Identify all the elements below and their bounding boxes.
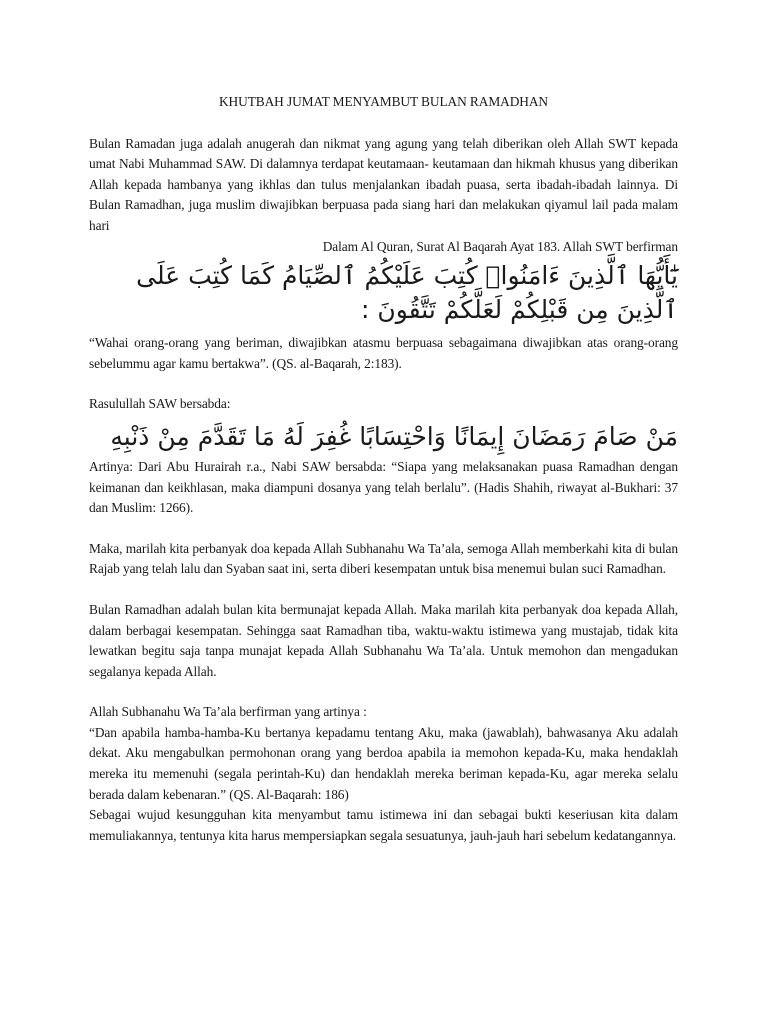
spacer bbox=[89, 374, 678, 394]
paragraph-munajat: Bulan Ramadhan adalah bulan kita bermunajat kepada Allah. Maka marilah kita perbanyak doa kepada Allah, dalam berbagai kesempatan. Sehingga saat Ramadhan tiba, waktu-waktu istimewa yang mustajab, tidak kita lewatkan begitu saja tanpa munajat kepada Allah Subhanahu Wa Ta’ala. Untuk memohon dan mengadukan segalanya kepada Allah. bbox=[89, 601, 678, 679]
paragraph-closing: Sebagai wujud kesungguhan kita menyambut tamu istimewa ini dan sebagai bukti keseriusan kita dalam memuliakannya, tentunya kita harus mempersiapkan segala sesuatunya, jauh-jauh hari sebelum kedatangannya. bbox=[89, 807, 678, 843]
paragraph-intro: Bulan Ramadan juga adalah anugerah dan nikmat yang agung yang telah diberikan oleh Allah SWT kepada umat Nabi Muhammad SAW. Di dalamnya terdapat keutamaan- keutamaan dan hikmah khusus yang diberikan Allah kepada hambanya yang ikhlas dan tulus menjalankan ibadah puasa, serta ibadah-ibadah lainnya. Di Bulan Ramadhan, juga muslim diwajibkan berpuasa pada siang hari dan melakukan qiyamul lail pada malam hari bbox=[89, 135, 678, 233]
paragraph-doa: Maka, marilah kita perbanyak doa kepada Allah Subhanahu Wa Ta’ala, semoga Allah memberkahi kita di bulan Rajab yang telah lalu dan Syaban saat ini, serta diberi kesempatan untuk bisa menemui bulan suci Ramadhan. bbox=[89, 540, 678, 577]
spacer bbox=[89, 580, 678, 600]
paragraph-firman-quote: “Dan apabila hamba-hamba-Ku bertanya kepadamu tentang Aku, maka (jawablah), bahwasanya Aku adalah dekat. Aku mengabulkan permohonan orang yang berdoa apabila ia memohon kepada-Ku, maka hendaklah mereka itu memenuhi (segala perintah-Ku) dan hendaklah mereka beriman kepada-Ku, agar mereka selalu berada dalam kebenaran.” (QS. Al-Baqarah: 186) bbox=[89, 724, 678, 802]
hadith-translation: Artinya: Dari Abu Hurairah r.a., Nabi SAW bersabda: “Siapa yang melaksanakan puasa Ramadhan dengan keimanan dan keikhlasan, maka diampuni dosanya yang telah berlalu”. (Hadis Shahih, riwayat al-Bukhari: 37 dan Muslim: 1266). bbox=[89, 458, 678, 516]
spacer bbox=[89, 519, 678, 539]
document-title: KHUTBAH JUMAT MENYAMBUT BULAN RAMADHAN bbox=[218, 94, 548, 109]
paragraph-firman-intro: Allah Subhanahu Wa Ta’ala berfirman yang artinya : bbox=[89, 704, 367, 720]
quran-verse-arabic: يَٰٓأَيُّهَا ٱلَّذِينَ ءَامَنُوا۟ كُتِبَ عَلَيْكُمُ ٱلصِّيَامُ كَمَا كُتِبَ عَلَى ٱلَّذِينَ مِن قَبْلِكُمْ لَعَلَّكُمْ تَتَّقُونَ : bbox=[136, 261, 678, 325]
quran-translation: “Wahai orang-orang yang beriman, diwajibkan atasmu berpuasa sebagaimana diwajibkan atas orang-orang sebelummu agar kamu bertakwa”. (QS. al-Baqarah, 2:183). bbox=[89, 335, 678, 371]
document-page bbox=[89, 92, 678, 846]
spacer bbox=[89, 682, 678, 702]
hadith-intro: Rasulullah SAW bersabda: bbox=[89, 396, 231, 412]
hadith-arabic: مَنْ صَامَ رَمَضَانَ إِيمَانًا وَاحْتِسَابًا غُفِرَ لَهُ مَا تَقَدَّمَ مِنْ ذَنْبِهِ bbox=[110, 421, 678, 451]
quran-intro: Dalam Al Quran, Surat Al Baqarah Ayat 183. Allah SWT berfirman bbox=[322, 238, 678, 254]
